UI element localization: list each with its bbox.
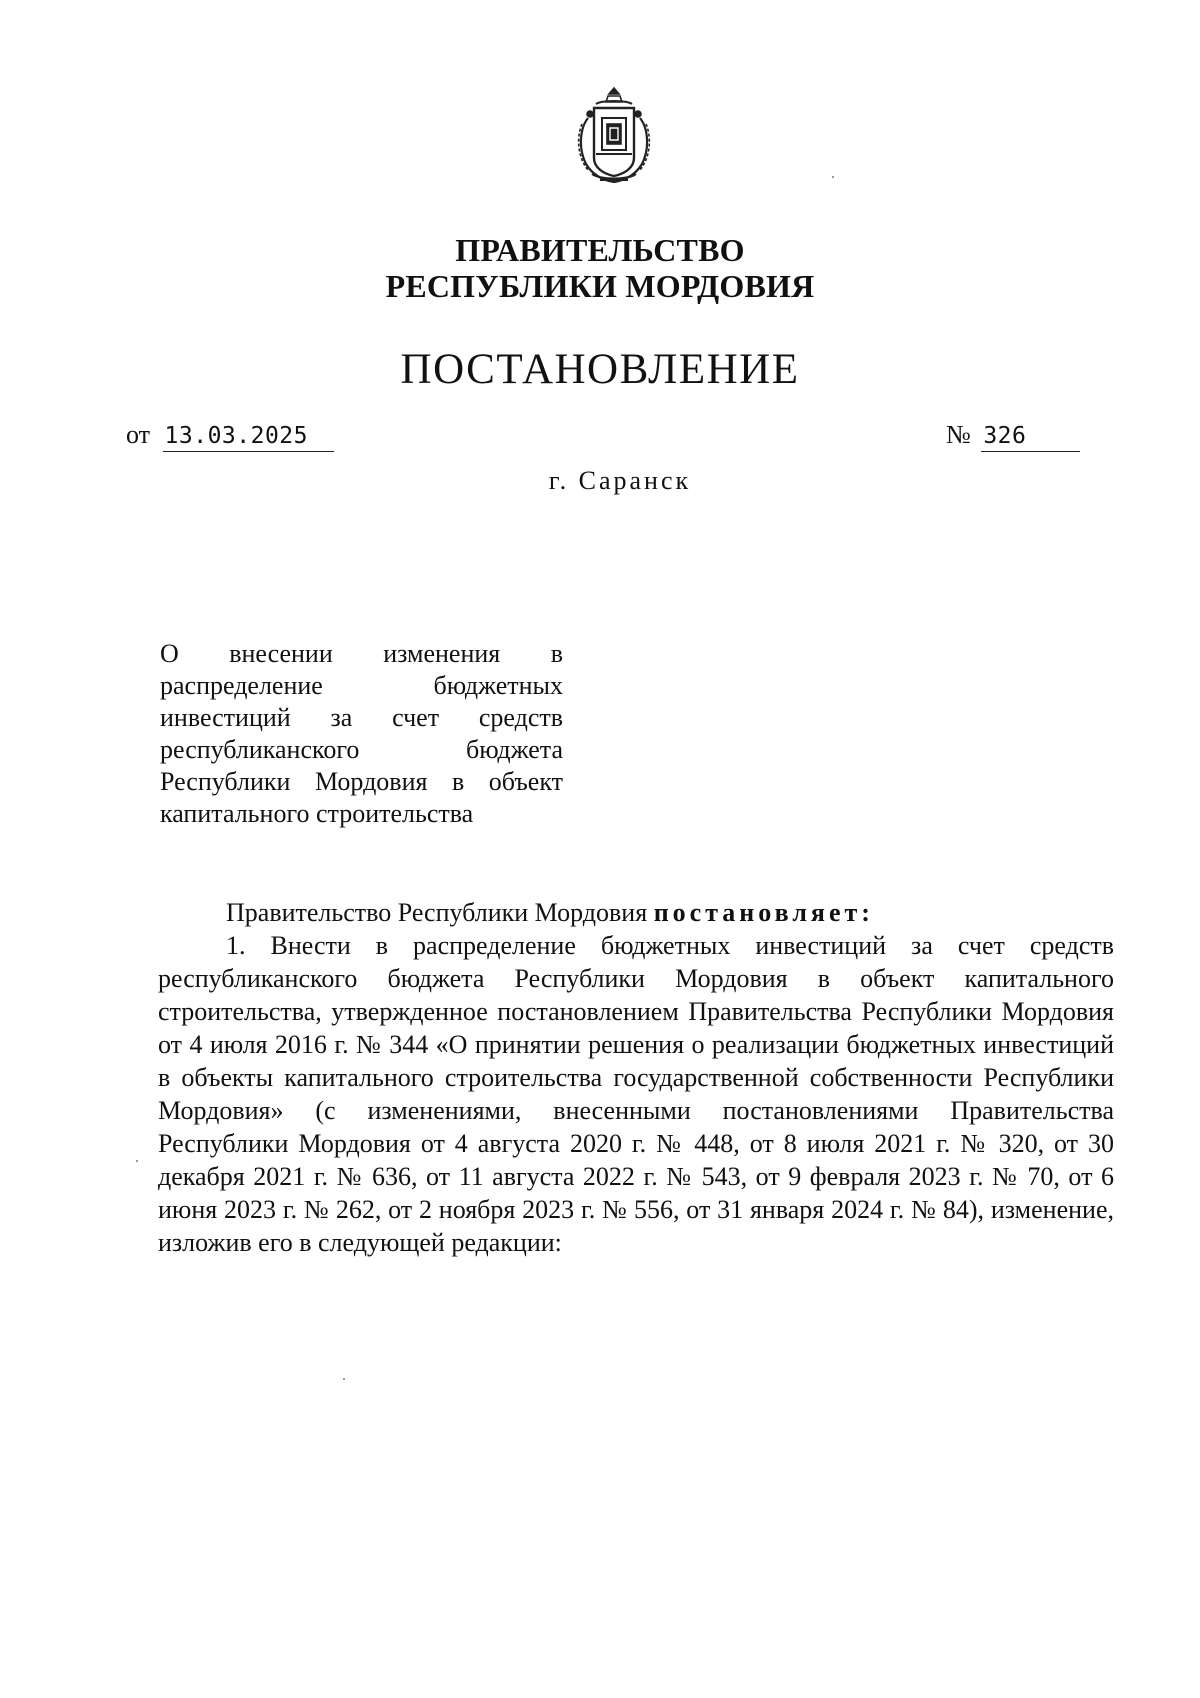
government-title-line-2: РЕСПУБЛИКИ МОРДОВИЯ: [385, 268, 815, 304]
number-row: [946, 420, 1080, 452]
document-type: ПОСТАНОВЛЕНИЕ: [400, 346, 800, 393]
preamble-lead: Правительство Республики Мордовия: [226, 898, 648, 927]
scan-speck: [343, 1378, 345, 1380]
scan-speck: [832, 176, 834, 178]
scan-speck: [136, 1160, 138, 1162]
government-title-line-1: ПРАВИТЕЛЬСТВО: [455, 232, 745, 268]
preamble-verb: постановляет:: [653, 898, 874, 927]
city: г. Саранск: [548, 466, 692, 495]
date-prefix: от: [126, 420, 151, 449]
document-number: 326: [981, 421, 1080, 452]
date-row: [126, 420, 334, 452]
number-prefix: №: [946, 420, 971, 449]
document-subject: О внесении изменения в распределение бюджетных инвестиций за счет средств республиканского бюджета Республики Мордовия в объект капитального строительства: [160, 639, 563, 828]
coat-of-arms-icon: [566, 84, 662, 186]
document-body: [158, 896, 1114, 1259]
preamble: [158, 896, 1114, 929]
document-date: 13.03.2025: [163, 421, 334, 452]
paragraph-1: 1. Внести в распределение бюджетных инвестиций за счет средств республиканского бюджета Республики Мордовия в объект капитального строительства, утвержденное постановлением Правительства Республики Мордовия от 4 июля 2016 г. № 344 «О принятии решения о реализации бюджетных инвестиций в объекты капитального строительства государственной собственности Республики Мордовия» (с изменениями, внесенными постановлениями Правительства Республики Мордовия от 4 августа 2020 г. № 448, от 8 июля 2021 г. № 320, от 30 декабря 2021 г. № 636, от 11 августа 2022 г. № 543, от 9 февраля 2023 г. № 70, от 6 июня 2023 г. № 262, от 2 ноября 2023 г. № 556, от 31 января 2024 г. № 84), изменение, изложив его в следующей редакции:: [158, 931, 1114, 1257]
